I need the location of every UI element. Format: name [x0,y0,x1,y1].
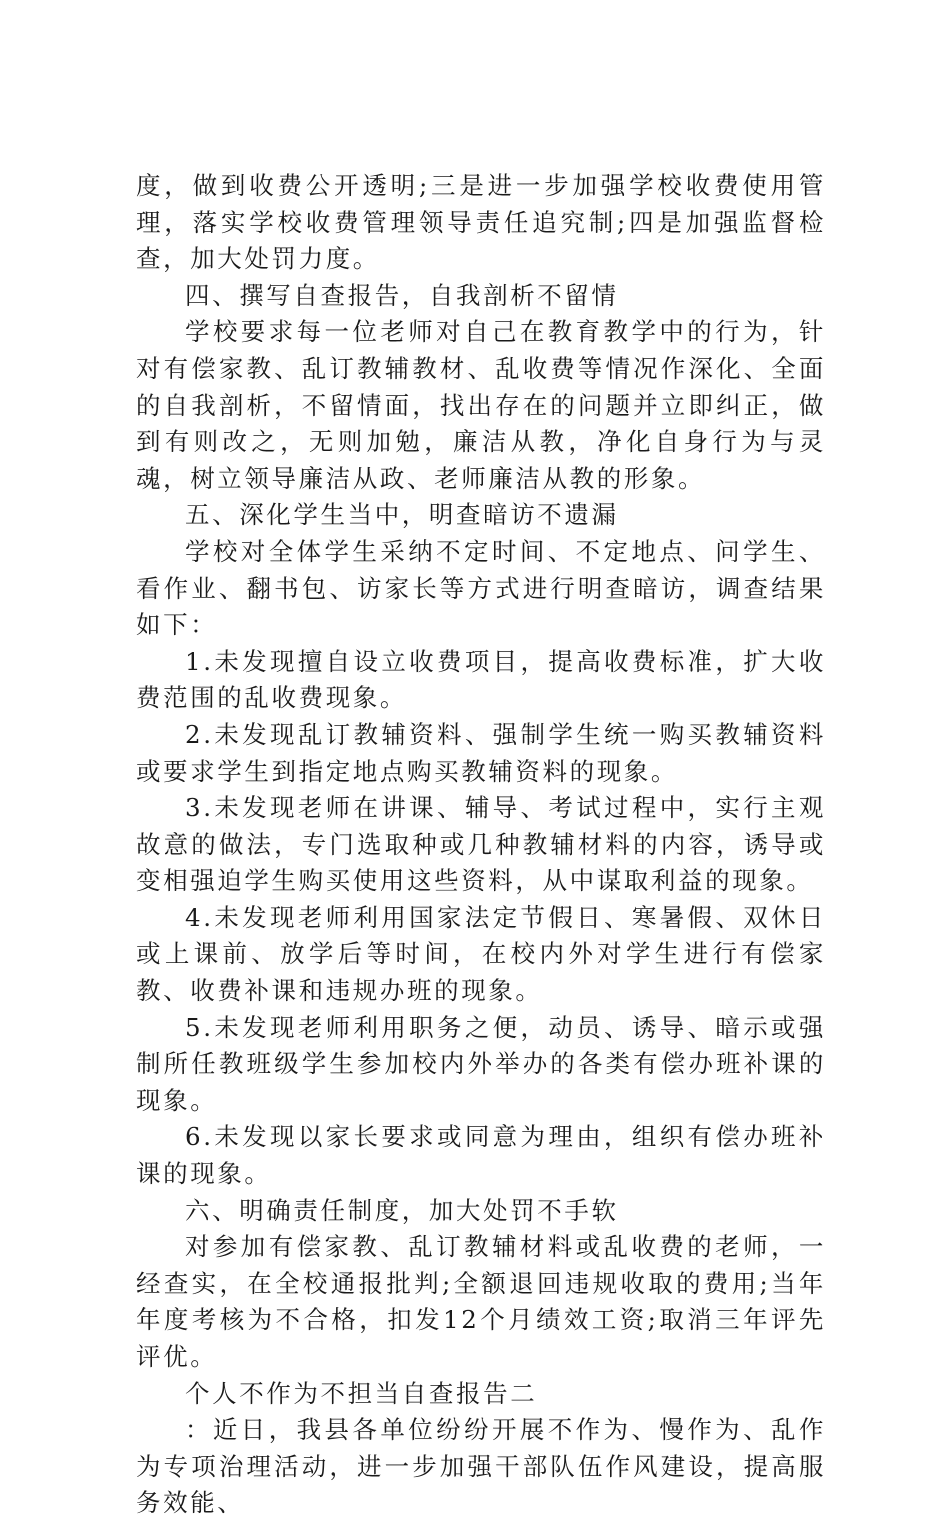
paragraph-penalties: 对参加有偿家教、乱订教辅材料或乱收费的老师，一经查实，在全校通报批判;全额退回违规收取的费用;当年年度考核为不合格，扣发12个月绩效工资;取消三年评先评优。 [136,1232,826,1371]
report-two-title: 个人不作为不担当自查报告二 [185,1378,538,1408]
section-heading-6: 六、明确责任制度，加大处罚不手软 [185,1195,619,1225]
document-body [136,168,826,1522]
paragraph-investigation: 学校对全体学生采纳不定时间、不定地点、问学生、看作业、翻书包、访家长等方式进行明查暗访，调查结果如下： [136,536,826,640]
list-item-3: 3.未发现老师在讲课、辅导、考试过程中，实行主观故意的做法，专门选取种或几种教辅材料的内容，诱导或变相强迫学生购买使用这些资料，从中谋取利益的现象。 [136,793,826,896]
list-item-1: 1.未发现擅自设立收费项目，提高收费标准，扩大收费范围的乱收费现象。 [136,646,826,713]
paragraph-continuation: 度，做到收费公开透明;三是进一步加强学校收费使用管理，落实学校收费管理领导责任追究制;四是加强监督检查，加大处罚力度。 [136,171,826,274]
section-heading-5: 五、深化学生当中，明查暗访不遗漏 [185,500,619,530]
list-item-4: 4.未发现老师利用国家法定节假日、寒暑假、双休日或上课前、放学后等时间，在校内外对学生进行有偿家教、收费补课和违规办班的现象。 [136,902,826,1006]
list-item-6: 6.未发现以家长要求或同意为理由，组织有偿办班补课的现象。 [136,1122,826,1189]
paragraph-self-report: 学校要求每一位老师对自己在教育教学中的行为，针对有偿家教、乱订教辅教材、乱收费等情况作深化、全面的自我剖析，不留情面，找出存在的问题并立即纠正，做到有则改之，无则加勉，廉洁从教，净化自身行为与灵魂，树立领导廉洁从政、老师廉洁从教的形象。 [136,317,826,493]
list-item-2: 2.未发现乱订教辅资料、强制学生统一购买教辅资料或要求学生到指定地点购买教辅资料的现象。 [136,719,826,786]
list-item-5: 5.未发现老师利用职务之便，动员、诱导、暗示或强制所任教班级学生参加校内外举办的各类有偿办班补课的现象。 [136,1012,826,1115]
section-heading-4: 四、撰写自查报告，自我剖析不留情 [185,280,619,310]
paragraph-report-two-intro: ：近日，我县各单位纷纷开展不作为、慢作为、乱作为专项治理活动，进一步加强干部队伍作风建设，提高服务效能、 [136,1415,826,1518]
